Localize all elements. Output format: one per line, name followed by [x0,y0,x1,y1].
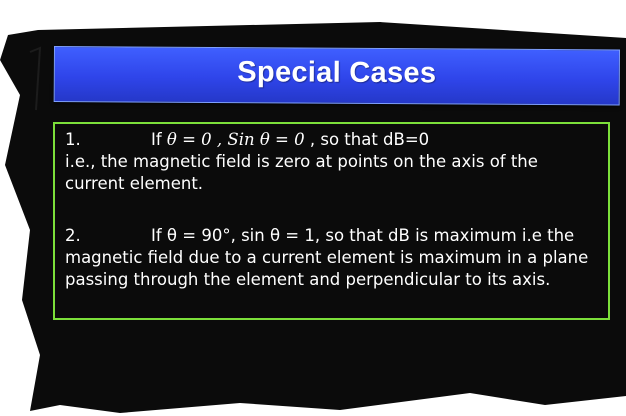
case-1-condition-prefix: If [151,130,167,149]
title-bar [54,46,620,105]
case-2 [65,225,598,291]
case-1-condition-math: θ = 0 , Sin θ = 0 [166,130,305,149]
case-2-explanation: magnetic field due to a current element is maximum in a plane passing through the element and perpendicular to its axis. [65,248,589,289]
case-2-number: 2. [65,226,81,245]
slide-title: Special Cases [237,56,437,90]
case-1-explanation: i.e., the magnetic field is zero at points on the axis of the current element. [65,152,538,193]
case-1 [65,129,598,195]
case-2-condition-text: θ = 90°, sin θ = 1, so that dB is maximum i.e the [166,226,575,245]
content-box [53,122,610,320]
case-1-condition-suffix: , so that dB=0 [304,130,430,149]
case-1-number: 1. [65,130,81,149]
case-2-condition-prefix: If [151,226,167,245]
